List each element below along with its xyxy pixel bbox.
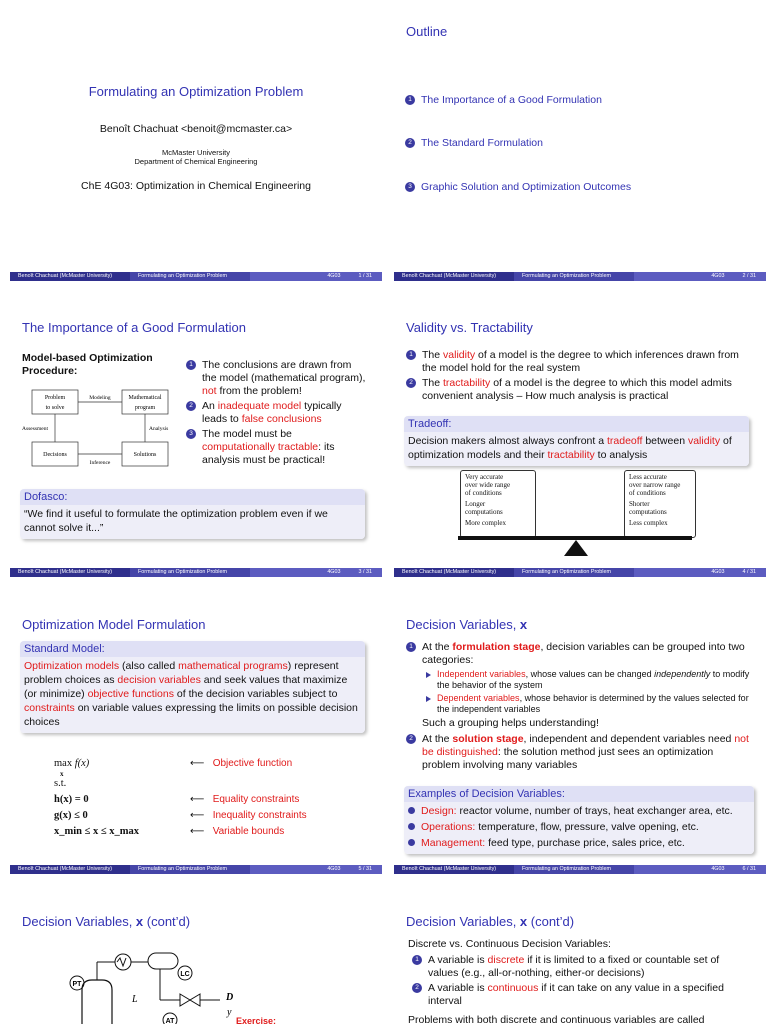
exercise-label: Exercise:	[236, 1016, 277, 1024]
slide-5	[10, 593, 382, 883]
standard-model-block: Standard Model: Optimization models (also called mathematical programs) represent problem choices as decision variables and seek values that maximize (or minimize) objective functions of the decision variables subject to constraints on variable values expressing the limits on possible decision choices	[20, 641, 365, 733]
slide-6	[394, 593, 766, 883]
highlight-term: mathematical programs	[178, 660, 288, 672]
tradeoff-block: Tradeoff: Decision makers almost always confront a tradeoff between validity of optimization models and their tractability to analysis	[404, 416, 749, 466]
body-text: (also called	[119, 660, 179, 672]
svg-text:Decisions: Decisions	[43, 452, 67, 458]
svg-text:LC: LC	[180, 971, 190, 978]
svg-text:L: L	[132, 994, 138, 1005]
slide-title: Formulating an Optimization Problem	[88, 84, 304, 99]
closing-text: Problems with both discrete and continuous variables are called	[408, 1014, 705, 1024]
bullet-list: 1 A variable is discrete if it is limited to a fixed or countable set of values (e.g., all-or-nothing, either-or decisions) 2 A variable is continuous if it can take on any value in a specified interval	[412, 954, 742, 1010]
highlight-term: objective functions	[87, 688, 174, 700]
accurate-box: Very accurate over wide range of conditions Longer computations More complex	[460, 470, 536, 538]
procedure-label: Model-based Optimization Procedure:	[22, 352, 153, 377]
body-text: and seek values that maximize (or minimize)	[24, 674, 348, 700]
footer: Benoît Chachuat (McMaster University) Formulating an Optimization Problem 4G03 1 / 31	[10, 272, 382, 281]
body-text: of the decision variables subject to	[173, 688, 338, 700]
university: McMaster University	[162, 148, 230, 157]
svg-text:Solutions: Solutions	[133, 452, 157, 458]
svg-text:PT: PT	[72, 981, 82, 988]
slide-title: The Importance of a Good Formulation	[22, 320, 247, 335]
bullet-list: 1 The validity of a model is the degree to which inferences drawn from the model hold for the real system 2 The tractability of a model is the degree to which this model admits convenient analysis – How much analysis is practical	[406, 349, 746, 405]
slide-title: Decision Variables, x (cont’d)	[22, 914, 191, 929]
slide-title: Outline	[406, 24, 448, 39]
svg-text:Modeling: Modeling	[89, 395, 111, 401]
svg-text:to solve: to solve	[45, 405, 65, 411]
bullet-list: 1 The conclusions are drawn from the model (mathematical program), not from the problem! 2 An inadequate model typically leads to false conclusions 3 The model must be computationally tractable: its analysis must be practical!	[186, 359, 366, 469]
svg-text:Inference: Inference	[89, 460, 111, 466]
bullet-list: 1 At the formulation stage, decision variables can be grouped into two categories: Independent variables, whose values can be changed independently to modify the behavior of the system Dependent variables, whose behavior is determined by the values selected for the independent variables Such a grouping helps understanding! 2 At the solution stage, independent and dependent variables need not be distinguished: the solution method just sees an optimization problem involving many variables	[406, 641, 751, 774]
footer: Benoît Chachuat (McMaster University) Formulating an Optimization Problem 4G03 2 / 31	[394, 272, 766, 281]
balance-fulcrum	[564, 540, 588, 556]
footer: Benoît Chachuat (McMaster University) Formulating an Optimization Problem 4G03 4 / 31	[394, 568, 766, 577]
svg-text:Assessment: Assessment	[22, 426, 48, 432]
svg-text:Analysis: Analysis	[149, 426, 169, 432]
subtitle: Discrete vs. Continuous Decision Variables:	[408, 938, 611, 950]
slide-2	[394, 0, 766, 290]
process-flowsheet	[60, 940, 300, 1024]
formulation: max f(x) x s.t. h(x) = 0 g(x) ≤ 0 x_min ≤ x ≤ x_max	[54, 758, 140, 837]
slide-1	[10, 0, 382, 290]
highlight-term: constraints	[24, 702, 75, 714]
svg-text:Mathematical: Mathematical	[128, 395, 162, 401]
slide-title: Validity vs. Tractability	[406, 320, 533, 335]
formulation-labels: ⟵ Objective function ⟵ Equality constraints ⟵ Inequality constraints ⟵ Variable bounds	[190, 758, 307, 837]
slide-title: Decision Variables, x	[406, 617, 528, 632]
body-text: ) represent problem choices as	[24, 660, 339, 686]
author: Benoît Chachuat <benoit@mcmaster.ca>	[99, 123, 293, 135]
slide-8	[394, 890, 766, 1024]
slide-3	[10, 296, 382, 586]
svg-text:program: program	[134, 405, 156, 411]
svg-text:AT: AT	[165, 1018, 175, 1024]
tractable-box: Less accurate over narrow range of conditions Shorter computations Less complex	[624, 470, 696, 538]
slide-title: Decision Variables, x (cont’d)	[406, 914, 575, 929]
dofasco-block: Dofasco: “We find it useful to formulate the optimization problem even if we cannot solve it...”	[20, 489, 365, 539]
department: Department of Chemical Engineering	[134, 157, 258, 166]
footer: Benoît Chachuat (McMaster University) Formulating an Optimization Problem 4G03 6 / 31	[394, 865, 766, 874]
highlight-term: Optimization models	[24, 660, 120, 672]
svg-text:y: y	[227, 1007, 232, 1018]
svg-text:D: D	[226, 992, 234, 1003]
slide-title: Optimization Model Formulation	[22, 617, 206, 632]
outline-item-1[interactable]: 1 The Importance of a Good Formulation	[405, 94, 602, 106]
body-text: on variable values expressing the limits on possible decision choices	[24, 702, 358, 728]
outline-item-3[interactable]: 3 Graphic Solution and Optimization Outcomes	[405, 181, 631, 193]
footer: Benoît Chachuat (McMaster University) Formulating an Optimization Problem 4G03 5 / 31	[10, 865, 382, 874]
course: ChE 4G03: Optimization in Chemical Engineering	[81, 180, 311, 192]
slide-4	[394, 296, 766, 586]
slide-7	[10, 890, 382, 1024]
outline-item-2[interactable]: 2 The Standard Formulation	[405, 137, 543, 149]
highlight-term: decision variables	[117, 674, 201, 686]
footer: Benoît Chachuat (McMaster University) Formulating an Optimization Problem 4G03 3 / 31	[10, 568, 382, 577]
examples-block: Examples of Decision Variables: Design: reactor volume, number of trays, heat exchanger area, etc. Operations: temperature, flow, pressure, valve opening, etc. Management: feed type, purchase price, sales price, etc.	[404, 786, 754, 854]
svg-text:Problem: Problem	[44, 395, 66, 401]
procedure-diagram	[22, 388, 182, 478]
